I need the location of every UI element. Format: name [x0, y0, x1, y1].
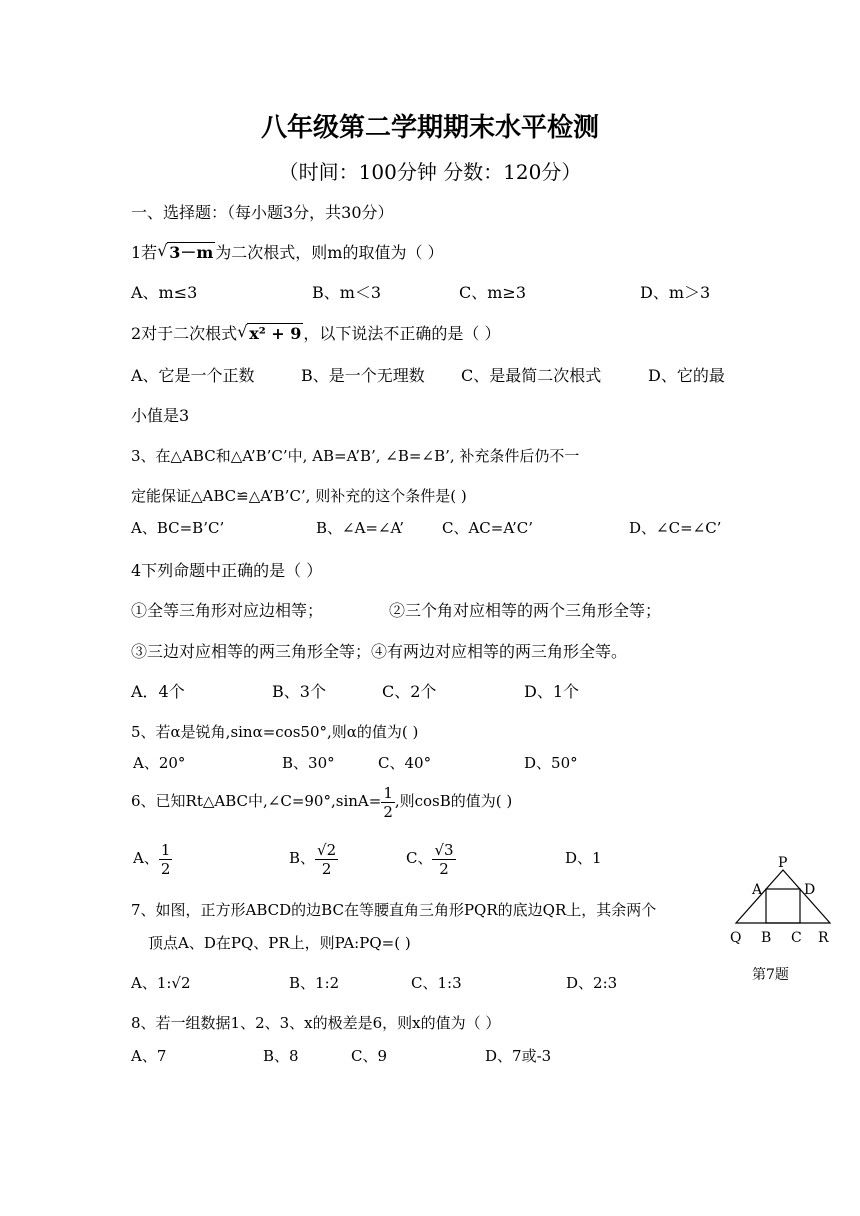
q5-option-d: D、50°: [524, 754, 578, 772]
q8-option-d: D、7或-3: [485, 1047, 552, 1065]
fraction-numerator: 1: [383, 783, 393, 802]
q7-option-a: A、1:√2: [131, 974, 191, 992]
q6-stem-pre: 6、已知Rt△ABC中,∠C=90°,sinA=: [131, 792, 382, 810]
q2-pre: 2对于二次根式: [131, 324, 238, 343]
q6-option-a: [133, 838, 172, 878]
sqrt-expression: √ x² + 9: [237, 322, 302, 343]
q1-pre: 1若: [131, 243, 158, 262]
q4-option-b: B、3个: [272, 682, 326, 701]
q3-option-d: D、∠C=∠C’: [629, 519, 722, 537]
question-7-line1: 7、如图，正方形ABCD的边BC在等腰直角三角形PQR的底边QR上，其余两个: [131, 901, 657, 919]
q1-radicand: 3－m: [169, 243, 214, 262]
q3-option-c: C、AC=A’C’: [442, 519, 533, 537]
fraction: [315, 841, 338, 878]
q4-statement-2: ②三个角对应相等的两个三角形全等；: [389, 601, 662, 620]
question-2: [131, 324, 501, 344]
q2-option-d-cont: 小值是3: [131, 406, 190, 425]
question-4: 4下列命题中正确的是（ ）: [131, 561, 323, 580]
q8-option-b: B、8: [263, 1047, 299, 1065]
option-label: B、: [289, 849, 316, 867]
q7-option-c: C、1:3: [411, 974, 462, 992]
figure-caption: 第7题: [752, 967, 789, 983]
q4-statement-1: ①全等三角形对应边相等；: [131, 601, 324, 620]
option-label: A、: [133, 849, 159, 867]
q6-option-b: [289, 838, 338, 878]
q5-option-b: B、30°: [282, 754, 335, 772]
page-title: 八年级第二学期期末水平检测: [260, 113, 599, 143]
fraction: [432, 841, 455, 878]
triangle-pqr: [736, 870, 830, 923]
triangle-square-figure: [728, 855, 838, 955]
fraction: [381, 784, 395, 821]
q3-option-b: B、∠A=∠A’: [316, 519, 404, 537]
fraction-denominator: 2: [321, 859, 332, 878]
label-r: R: [818, 930, 829, 946]
q2-option-d: D、它的最: [648, 366, 725, 385]
label-p: P: [778, 855, 788, 871]
exam-info: （时间：100分钟 分数：120分）: [278, 160, 582, 184]
fraction: [159, 841, 173, 878]
label-a: A: [752, 882, 763, 898]
q3-option-a: A、BC=B’C’: [131, 519, 225, 537]
q4-option-c: C、2个: [382, 682, 437, 701]
q1-option-d: D、m＞3: [640, 283, 711, 302]
section-heading: 一、选择题：（每小题3分，共30分）: [131, 203, 394, 222]
q2-option-b: B、是一个无理数: [301, 366, 425, 385]
q1-option-a: A、m≤3: [131, 283, 198, 302]
q1-option-b: B、m＜3: [312, 283, 382, 302]
q7-option-d: D、2:3: [566, 974, 618, 992]
q2-option-a: A、它是一个正数: [131, 366, 255, 385]
option-label: C、: [406, 849, 433, 867]
square-abcd: [766, 889, 800, 923]
q8-option-c: C、9: [351, 1047, 388, 1065]
q6-stem-post: ,则cosB的值为( ): [394, 792, 513, 810]
sqrt-expression: √ 3－m: [157, 241, 214, 262]
question-3-line1: 3、在△ABC和△A’B’C’中, AB=A’B’, ∠B=∠B’, 补充条件后仍不一: [131, 447, 580, 465]
q7-option-b: B、1:2: [289, 974, 340, 992]
q2-radicand: x² + 9: [249, 324, 302, 343]
q5-option-a: A、20°: [133, 754, 186, 772]
q2-option-c: C、是最简二次根式: [461, 366, 602, 385]
fraction-numerator: 1: [160, 840, 171, 859]
q1-post: 为二次根式，则m的取值为（ ）: [215, 243, 444, 262]
question-7-line2: 顶点A、D在PQ、PR上，则PA:PQ=( ): [148, 934, 411, 952]
q4-statement-3-4: ③三边对应相等的两三角形全等；④有两边对应相等的两三角形全等。: [131, 642, 628, 661]
fraction-numerator: √2: [317, 840, 337, 859]
q6-option-c: [406, 838, 456, 878]
question-8: 8、若一组数据1、2、3、x的极差是6，则x的值为（ ）: [131, 1014, 501, 1032]
fraction-numerator: √3: [434, 840, 454, 859]
fraction-denominator: 2: [439, 859, 449, 878]
q1-option-c: C、m≥3: [459, 283, 527, 302]
label-b: B: [761, 930, 772, 946]
q6-option-d: D、1: [565, 849, 602, 867]
fraction-denominator: 2: [160, 859, 171, 878]
question-6: [131, 781, 512, 821]
label-c: C: [791, 930, 802, 946]
q2-post: ，以下说法不正确的是（ ）: [303, 324, 501, 343]
q5-option-c: C、40°: [378, 754, 432, 772]
q4-option-a: A．4个: [131, 682, 185, 701]
label-q: Q: [730, 930, 742, 946]
label-d: D: [804, 882, 816, 898]
fraction-denominator: 2: [383, 802, 393, 821]
q8-option-a: A、7: [131, 1047, 167, 1065]
question-3-line2: 定能保证△ABC≌△A’B’C’, 则补充的这个条件是( ): [131, 487, 467, 505]
question-1: [131, 243, 444, 263]
question-5: 5、若α是锐角,sinα=cos50°,则α的值为( ): [131, 723, 419, 741]
q4-option-d: D、1个: [524, 682, 580, 701]
